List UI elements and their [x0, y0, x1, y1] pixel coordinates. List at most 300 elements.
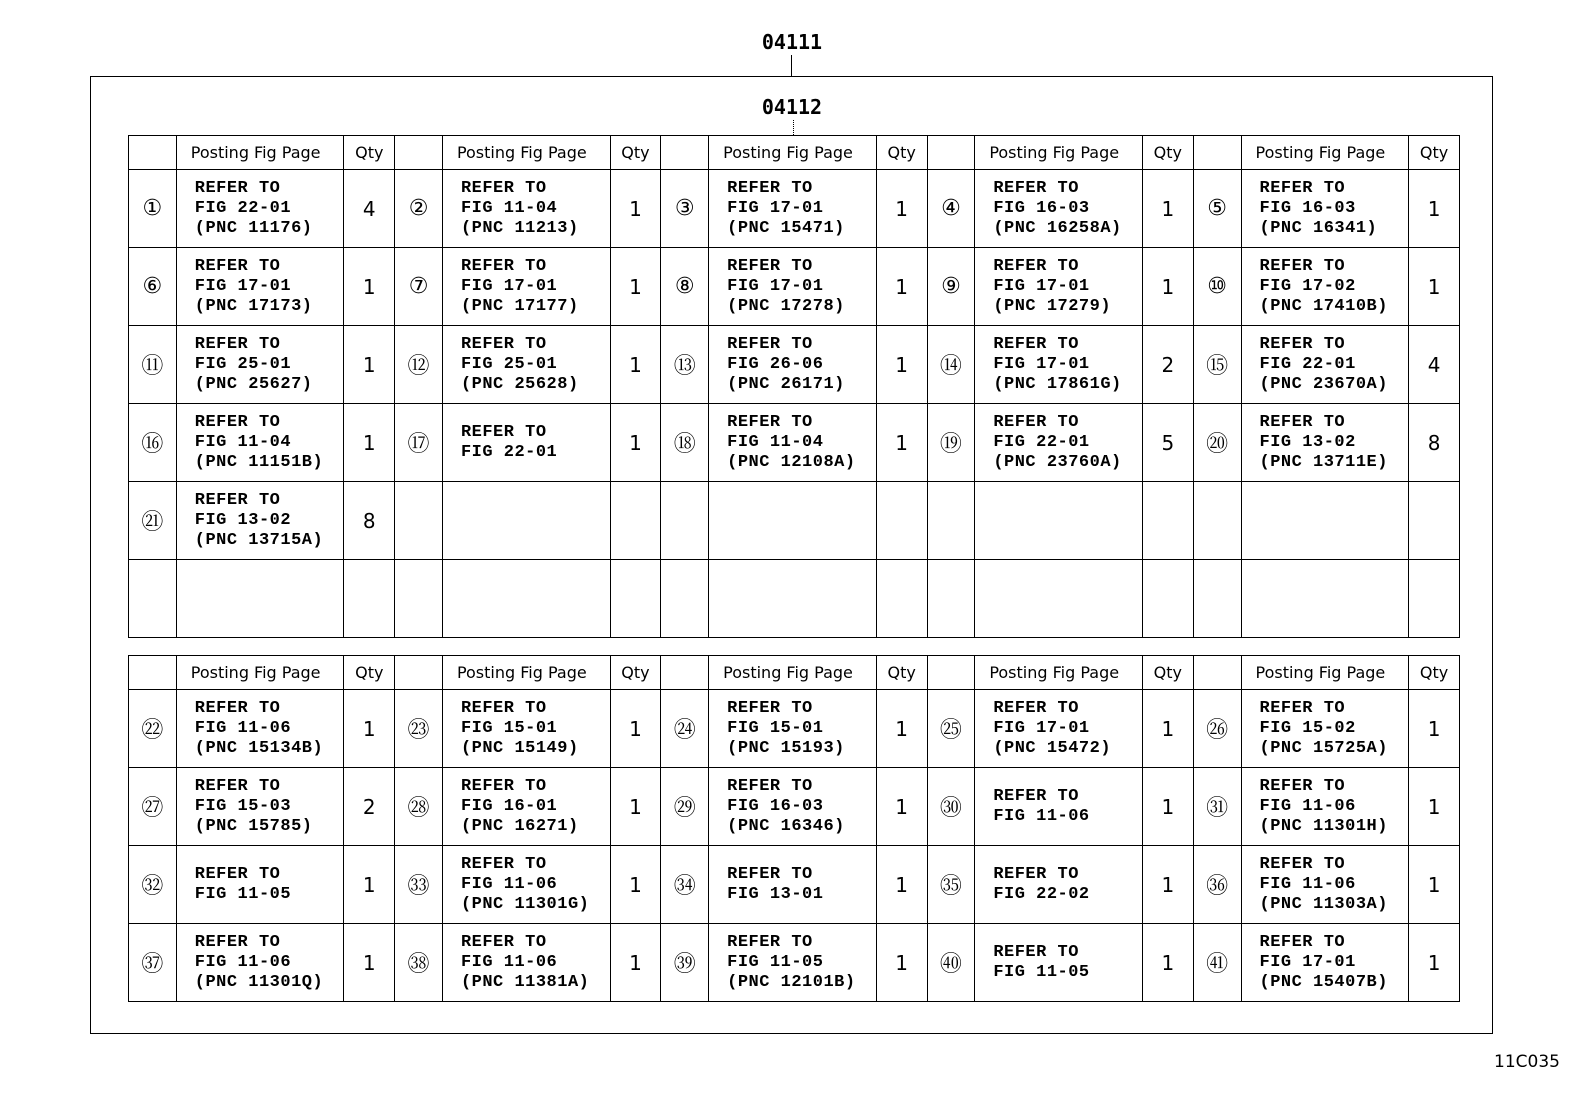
callout-number: ⑤: [1193, 170, 1241, 248]
reference-line: FIG 11-06: [194, 718, 292, 738]
reference-line: (PNC 11301Q): [194, 972, 324, 992]
posting-fig-page-cell: [176, 248, 344, 326]
header-qty: Qty: [876, 656, 927, 690]
reference-line: FIG 11-06: [194, 952, 292, 972]
header-number-cell: [129, 656, 177, 690]
posting-fig-page-cell: [1241, 482, 1409, 560]
qty-cell: 1: [1142, 924, 1193, 1002]
callout-number: ⑩: [1193, 248, 1241, 326]
posting-fig-page-cell: [975, 482, 1143, 560]
reference-line: (PNC 15471): [727, 218, 845, 238]
reference-line: FIG 17-01: [993, 276, 1090, 296]
reference-line: REFER TO: [460, 178, 547, 198]
posting-fig-page-cell: [442, 560, 610, 638]
reference-line: REFER TO: [993, 256, 1079, 276]
reference-line: FIG 15-01: [460, 718, 558, 738]
qty-cell: 1: [1142, 248, 1193, 326]
reference-line: (PNC 11381A): [460, 972, 590, 992]
reference-line: REFER TO: [993, 698, 1079, 718]
qty-cell: 1: [876, 846, 927, 924]
callout-number: [129, 560, 177, 638]
reference-line: (PNC 16341): [1259, 218, 1378, 238]
header-posting-fig-page: Posting Fig Page: [975, 136, 1143, 170]
posting-fig-page-cell: [176, 482, 344, 560]
callout-number: [661, 560, 709, 638]
reference-line: (PNC 23760A): [993, 452, 1122, 472]
assembly-leader-line: [791, 55, 792, 76]
reference-line: REFER TO: [194, 178, 281, 198]
reference-line: FIG 16-03: [993, 198, 1090, 218]
qty-cell: 1: [1409, 690, 1460, 768]
posting-fig-page-cell: [442, 924, 610, 1002]
reference-line: FIG 17-01: [993, 718, 1090, 738]
posting-fig-page-cell: [709, 768, 877, 846]
reference-line: (PNC 11151B): [194, 452, 324, 472]
reference-line: REFER TO: [194, 490, 281, 510]
posting-fig-page-cell: [176, 846, 344, 924]
posting-fig-page-cell: [176, 404, 344, 482]
qty-cell: 1: [876, 326, 927, 404]
reference-line: REFER TO: [460, 698, 547, 718]
qty-cell: 1: [1409, 846, 1460, 924]
qty-cell: [876, 560, 927, 638]
reference-line: FIG 11-04: [460, 198, 558, 218]
posting-fig-page-cell: [709, 170, 877, 248]
callout-number: [661, 482, 709, 560]
callout-number: ㉔: [661, 690, 709, 768]
reference-line: (PNC 15725A): [1259, 738, 1388, 758]
posting-fig-page-cell: [1241, 326, 1409, 404]
reference-line: FIG 22-01: [460, 442, 558, 462]
table-row: [129, 482, 1460, 560]
qty-cell: 1: [610, 924, 661, 1002]
callout-number: [927, 560, 975, 638]
header-row: [129, 656, 1460, 690]
posting-fig-page-cell: [442, 404, 610, 482]
header-qty: Qty: [1142, 656, 1193, 690]
reference-line: FIG 11-06: [1259, 796, 1356, 816]
callout-number: ㊱: [1193, 846, 1241, 924]
header-posting-fig-page: Posting Fig Page: [709, 136, 877, 170]
qty-cell: 1: [610, 326, 661, 404]
callout-number: ②: [395, 170, 443, 248]
reference-line: (PNC 25627): [194, 374, 313, 394]
posting-fig-page-cell: [709, 326, 877, 404]
callout-number: ①: [129, 170, 177, 248]
reference-line: FIG 17-01: [194, 276, 292, 296]
reference-line: FIG 17-01: [1259, 952, 1356, 972]
qty-cell: 2: [344, 768, 395, 846]
callout-number: ④: [927, 170, 975, 248]
page-code: 11C035: [1494, 1052, 1560, 1072]
header-posting-fig-page: Posting Fig Page: [442, 136, 610, 170]
reference-line: FIG 11-06: [993, 806, 1090, 826]
callout-number: ㉟: [927, 846, 975, 924]
posting-fig-page-cell: [975, 768, 1143, 846]
reference-line: REFER TO: [194, 412, 281, 432]
qty-cell: 1: [876, 248, 927, 326]
callout-number: ⑬: [661, 326, 709, 404]
qty-cell: [876, 482, 927, 560]
reference-line: (PNC 11213): [460, 218, 579, 238]
callout-number: ㊳: [395, 924, 443, 1002]
reference-line: (PNC 16346): [727, 816, 845, 836]
reference-line: FIG 17-01: [727, 276, 824, 296]
reference-line: REFER TO: [1259, 932, 1346, 952]
table-row: [129, 560, 1460, 638]
qty-cell: 1: [1142, 846, 1193, 924]
table-row: [129, 924, 1460, 1002]
table-row: [129, 846, 1460, 924]
posting-fig-page-cell: [442, 482, 610, 560]
callout-number: ㉞: [661, 846, 709, 924]
reference-line: FIG 11-06: [460, 952, 558, 972]
callout-number: ㉖: [1193, 690, 1241, 768]
header-number-cell: [661, 656, 709, 690]
callout-number: [927, 482, 975, 560]
reference-line: FIG 11-06: [460, 874, 558, 894]
posting-fig-page-cell: [709, 924, 877, 1002]
qty-cell: 1: [1409, 924, 1460, 1002]
header-posting-fig-page: Posting Fig Page: [176, 656, 344, 690]
posting-fig-page-cell: [1241, 248, 1409, 326]
reference-line: REFER TO: [1259, 178, 1346, 198]
qty-cell: 1: [1409, 248, 1460, 326]
reference-line: REFER TO: [993, 334, 1079, 354]
posting-fig-page-cell: [176, 924, 344, 1002]
header-posting-fig-page: Posting Fig Page: [709, 656, 877, 690]
qty-cell: [344, 560, 395, 638]
callout-number: ⑦: [395, 248, 443, 326]
reference-line: REFER TO: [460, 854, 547, 874]
assembly-label-04112: 04112: [761, 95, 823, 119]
reference-line: FIG 16-01: [460, 796, 558, 816]
qty-cell: 1: [1142, 690, 1193, 768]
header-qty: Qty: [610, 136, 661, 170]
reference-line: FIG 15-01: [727, 718, 824, 738]
reference-line: FIG 11-05: [727, 952, 824, 972]
callout-number: ⑯: [129, 404, 177, 482]
table-row: [129, 690, 1460, 768]
callout-number: ㉜: [129, 846, 177, 924]
reference-line: FIG 15-03: [194, 796, 292, 816]
posting-fig-page-cell: [975, 326, 1143, 404]
posting-fig-page-cell: [975, 170, 1143, 248]
header-qty: Qty: [876, 136, 927, 170]
reference-line: FIG 17-02: [1259, 276, 1356, 296]
qty-cell: [610, 482, 661, 560]
header-number-cell: [129, 136, 177, 170]
reference-line: (PNC 15472): [993, 738, 1112, 758]
header-number-cell: [927, 656, 975, 690]
reference-line: REFER TO: [993, 864, 1079, 884]
header-qty: Qty: [344, 136, 395, 170]
posting-fig-page-cell: [975, 248, 1143, 326]
qty-cell: [1142, 482, 1193, 560]
callout-number: ⑫: [395, 326, 443, 404]
callout-number: ㉚: [927, 768, 975, 846]
callout-number: ㉒: [129, 690, 177, 768]
reference-line: FIG 22-01: [993, 432, 1090, 452]
reference-line: FIG 26-06: [727, 354, 824, 374]
reference-line: REFER TO: [194, 932, 281, 952]
callout-number: ㉘: [395, 768, 443, 846]
posting-fig-page-cell: [176, 170, 344, 248]
reference-line: REFER TO: [993, 412, 1079, 432]
qty-cell: 1: [610, 768, 661, 846]
qty-cell: 1: [610, 846, 661, 924]
reference-line: REFER TO: [727, 776, 813, 796]
reference-line: FIG 13-01: [727, 884, 824, 904]
header-number-cell: [1193, 656, 1241, 690]
qty-cell: 2: [1142, 326, 1193, 404]
reference-table-1: [128, 135, 1460, 638]
header-posting-fig-page: Posting Fig Page: [1241, 136, 1409, 170]
callout-number: ㉛: [1193, 768, 1241, 846]
reference-line: REFER TO: [1259, 412, 1346, 432]
reference-line: (PNC 11301H): [1259, 816, 1388, 836]
header-qty: Qty: [1142, 136, 1193, 170]
posting-fig-page-cell: [975, 924, 1143, 1002]
reference-line: REFER TO: [460, 334, 547, 354]
reference-line: FIG 13-02: [1259, 432, 1356, 452]
callout-number: ㊶: [1193, 924, 1241, 1002]
reference-line: FIG 11-04: [727, 432, 824, 452]
reference-line: REFER TO: [727, 412, 813, 432]
callout-number: ⑭: [927, 326, 975, 404]
reference-line: (PNC 11303A): [1259, 894, 1388, 914]
callout-number: ⑲: [927, 404, 975, 482]
reference-table-2: [128, 655, 1460, 1002]
reference-line: (PNC 15149): [460, 738, 579, 758]
qty-cell: [610, 560, 661, 638]
reference-line: REFER TO: [194, 864, 281, 884]
reference-line: REFER TO: [194, 256, 281, 276]
posting-fig-page-cell: [709, 482, 877, 560]
callout-number: ⑰: [395, 404, 443, 482]
reference-line: REFER TO: [1259, 334, 1346, 354]
reference-line: FIG 11-06: [1259, 874, 1356, 894]
reference-line: FIG 22-01: [1259, 354, 1356, 374]
header-qty: Qty: [1409, 136, 1460, 170]
reference-line: (PNC 12108A): [727, 452, 856, 472]
reference-line: (PNC 17861G): [993, 374, 1122, 394]
reference-line: REFER TO: [1259, 776, 1346, 796]
sub-assembly-leader-line: [793, 120, 794, 135]
qty-cell: 5: [1142, 404, 1193, 482]
callout-number: ㊵: [927, 924, 975, 1002]
reference-line: REFER TO: [194, 334, 281, 354]
posting-fig-page-cell: [176, 690, 344, 768]
reference-line: REFER TO: [993, 786, 1079, 806]
reference-line: REFER TO: [194, 776, 281, 796]
qty-cell: 4: [1409, 326, 1460, 404]
reference-line: (PNC 17173): [194, 296, 313, 316]
reference-line: REFER TO: [727, 256, 813, 276]
callout-number: ㉕: [927, 690, 975, 768]
posting-fig-page-cell: [1241, 170, 1409, 248]
reference-line: FIG 11-05: [993, 962, 1090, 982]
table-row: [129, 404, 1460, 482]
assembly-label-04111: 04111: [761, 30, 823, 54]
reference-line: (PNC 17278): [727, 296, 845, 316]
qty-cell: 1: [344, 690, 395, 768]
callout-number: [1193, 482, 1241, 560]
posting-fig-page-cell: [1241, 924, 1409, 1002]
header-qty: Qty: [610, 656, 661, 690]
reference-line: REFER TO: [993, 942, 1079, 962]
reference-line: FIG 22-02: [993, 884, 1090, 904]
table-row: [129, 768, 1460, 846]
reference-line: FIG 16-03: [727, 796, 824, 816]
reference-line: REFER TO: [1259, 698, 1346, 718]
posting-fig-page-cell: [975, 690, 1143, 768]
callout-number: [395, 560, 443, 638]
callout-number: [395, 482, 443, 560]
posting-fig-page-cell: [1241, 846, 1409, 924]
qty-cell: [1142, 560, 1193, 638]
callout-number: ③: [661, 170, 709, 248]
reference-line: REFER TO: [460, 422, 547, 442]
header-number-cell: [661, 136, 709, 170]
reference-line: FIG 17-01: [727, 198, 824, 218]
callout-number: ㉗: [129, 768, 177, 846]
callout-number: ⑨: [927, 248, 975, 326]
posting-fig-page-cell: [709, 846, 877, 924]
qty-cell: 4: [344, 170, 395, 248]
qty-cell: 1: [876, 690, 927, 768]
qty-cell: 1: [610, 170, 661, 248]
posting-fig-page-cell: [442, 248, 610, 326]
qty-cell: 1: [610, 404, 661, 482]
reference-line: (PNC 15407B): [1259, 972, 1388, 992]
reference-line: REFER TO: [727, 698, 813, 718]
table-row: [129, 326, 1460, 404]
header-row: [129, 136, 1460, 170]
posting-fig-page-cell: [442, 326, 610, 404]
reference-line: (PNC 13711E): [1259, 452, 1388, 472]
callout-number: ㉑: [129, 482, 177, 560]
posting-fig-page-cell: [975, 404, 1143, 482]
reference-line: FIG 13-02: [194, 510, 292, 530]
reference-line: (PNC 15193): [727, 738, 845, 758]
reference-line: FIG 11-04: [194, 432, 292, 452]
qty-cell: 1: [610, 248, 661, 326]
callout-number: [1193, 560, 1241, 638]
qty-cell: 1: [610, 690, 661, 768]
callout-number: ⑮: [1193, 326, 1241, 404]
reference-line: REFER TO: [1259, 854, 1346, 874]
callout-number: ㊲: [129, 924, 177, 1002]
reference-line: (PNC 17410B): [1259, 296, 1388, 316]
qty-cell: 1: [1142, 768, 1193, 846]
reference-line: (PNC 17279): [993, 296, 1112, 316]
callout-number: ⑳: [1193, 404, 1241, 482]
posting-fig-page-cell: [442, 690, 610, 768]
posting-fig-page-cell: [442, 846, 610, 924]
reference-line: (PNC 16258A): [993, 218, 1122, 238]
reference-line: (PNC 16271): [460, 816, 579, 836]
header-posting-fig-page: Posting Fig Page: [975, 656, 1143, 690]
qty-cell: 8: [1409, 404, 1460, 482]
qty-cell: [1409, 560, 1460, 638]
reference-line: (PNC 11301G): [460, 894, 590, 914]
reference-line: REFER TO: [1259, 256, 1346, 276]
qty-cell: 1: [344, 248, 395, 326]
reference-line: REFER TO: [727, 864, 813, 884]
qty-cell: 1: [876, 404, 927, 482]
header-posting-fig-page: Posting Fig Page: [176, 136, 344, 170]
reference-line: (PNC 25628): [460, 374, 579, 394]
header-number-cell: [395, 656, 443, 690]
reference-line: FIG 17-01: [993, 354, 1090, 374]
posting-fig-page-cell: [1241, 404, 1409, 482]
reference-line: (PNC 13715A): [194, 530, 324, 550]
qty-cell: 8: [344, 482, 395, 560]
header-posting-fig-page: Posting Fig Page: [1241, 656, 1409, 690]
posting-fig-page-cell: [709, 248, 877, 326]
callout-number: ⑱: [661, 404, 709, 482]
posting-fig-page-cell: [709, 560, 877, 638]
reference-line: REFER TO: [460, 776, 547, 796]
posting-fig-page-cell: [1241, 768, 1409, 846]
table-row: [129, 170, 1460, 248]
reference-line: REFER TO: [727, 932, 813, 952]
posting-fig-page-cell: [709, 404, 877, 482]
callout-number: ㉙: [661, 768, 709, 846]
reference-line: FIG 25-01: [194, 354, 292, 374]
callout-number: ⑪: [129, 326, 177, 404]
reference-line: (PNC 26171): [727, 374, 845, 394]
posting-fig-page-cell: [176, 560, 344, 638]
posting-fig-page-cell: [975, 846, 1143, 924]
posting-fig-page-cell: [176, 326, 344, 404]
reference-line: (PNC 15134B): [194, 738, 324, 758]
posting-fig-page-cell: [975, 560, 1143, 638]
callout-number: ㊴: [661, 924, 709, 1002]
callout-number: ⑥: [129, 248, 177, 326]
posting-fig-page-cell: [1241, 560, 1409, 638]
reference-line: (PNC 12101B): [727, 972, 856, 992]
posting-fig-page-cell: [442, 170, 610, 248]
qty-cell: 1: [344, 404, 395, 482]
header-number-cell: [395, 136, 443, 170]
qty-cell: 1: [344, 924, 395, 1002]
header-number-cell: [1193, 136, 1241, 170]
header-qty: Qty: [1409, 656, 1460, 690]
qty-cell: 1: [876, 170, 927, 248]
reference-line: FIG 17-01: [460, 276, 558, 296]
qty-cell: 1: [1409, 768, 1460, 846]
reference-line: FIG 15-02: [1259, 718, 1356, 738]
reference-line: (PNC 23670A): [1259, 374, 1388, 394]
qty-cell: 1: [1142, 170, 1193, 248]
posting-fig-page-cell: [176, 768, 344, 846]
reference-line: FIG 11-05: [194, 884, 292, 904]
reference-line: REFER TO: [727, 178, 813, 198]
reference-line: FIG 25-01: [460, 354, 558, 374]
table-row: [129, 248, 1460, 326]
qty-cell: 1: [344, 846, 395, 924]
reference-line: REFER TO: [993, 178, 1079, 198]
header-posting-fig-page: Posting Fig Page: [442, 656, 610, 690]
header-qty: Qty: [344, 656, 395, 690]
reference-line: FIG 22-01: [194, 198, 292, 218]
posting-fig-page-cell: [709, 690, 877, 768]
posting-fig-page-cell: [1241, 690, 1409, 768]
reference-line: REFER TO: [727, 334, 813, 354]
header-number-cell: [927, 136, 975, 170]
